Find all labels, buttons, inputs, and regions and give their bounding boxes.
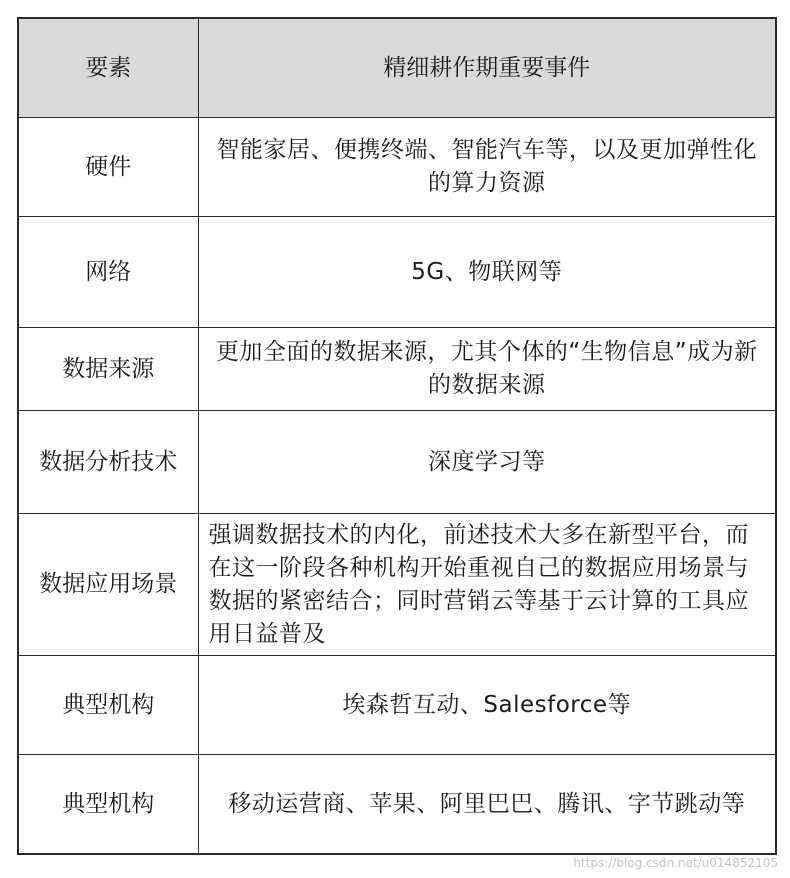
cell-event: 深度学习等	[198, 411, 776, 514]
table-row	[18, 118, 776, 217]
cell-element: 数据分析技术	[18, 411, 198, 514]
cell-element: 数据来源	[18, 328, 198, 411]
header-event: 精细耕作期重要事件	[198, 18, 776, 118]
cell-event: 智能家居、便携终端、智能汽车等，以及更加弹性化的算力资源	[198, 118, 776, 217]
table-row	[18, 755, 776, 855]
cell-event: 强调数据技术的内化，前述技术大多在新型平台，而在这一阶段各种机构开始重视自己的数据应用场景与数据的紧密结合；同时营销云等基于云计算的工具应用日益普及	[198, 514, 776, 656]
cell-element: 数据应用场景	[18, 514, 198, 656]
table-row	[18, 328, 776, 411]
header-element: 要素	[18, 18, 198, 118]
cell-event: 埃森哲互动、Salesforce等	[198, 656, 776, 755]
table-row	[18, 411, 776, 514]
table-row	[18, 514, 776, 656]
cell-element: 典型机构	[18, 656, 198, 755]
watermark: https://blog.csdn.net/u014852105	[573, 856, 778, 870]
table-header-row	[18, 18, 776, 118]
table-row	[18, 656, 776, 755]
table-row	[18, 217, 776, 328]
cell-element: 网络	[18, 217, 198, 328]
cell-element: 典型机构	[18, 755, 198, 855]
events-table	[17, 17, 777, 855]
cell-event: 更加全面的数据来源，尤其个体的“生物信息”成为新的数据来源	[198, 328, 776, 411]
cell-event: 移动运营商、苹果、阿里巴巴、腾讯、字节跳动等	[198, 755, 776, 855]
cell-element: 硬件	[18, 118, 198, 217]
cell-event: 5G、物联网等	[198, 217, 776, 328]
